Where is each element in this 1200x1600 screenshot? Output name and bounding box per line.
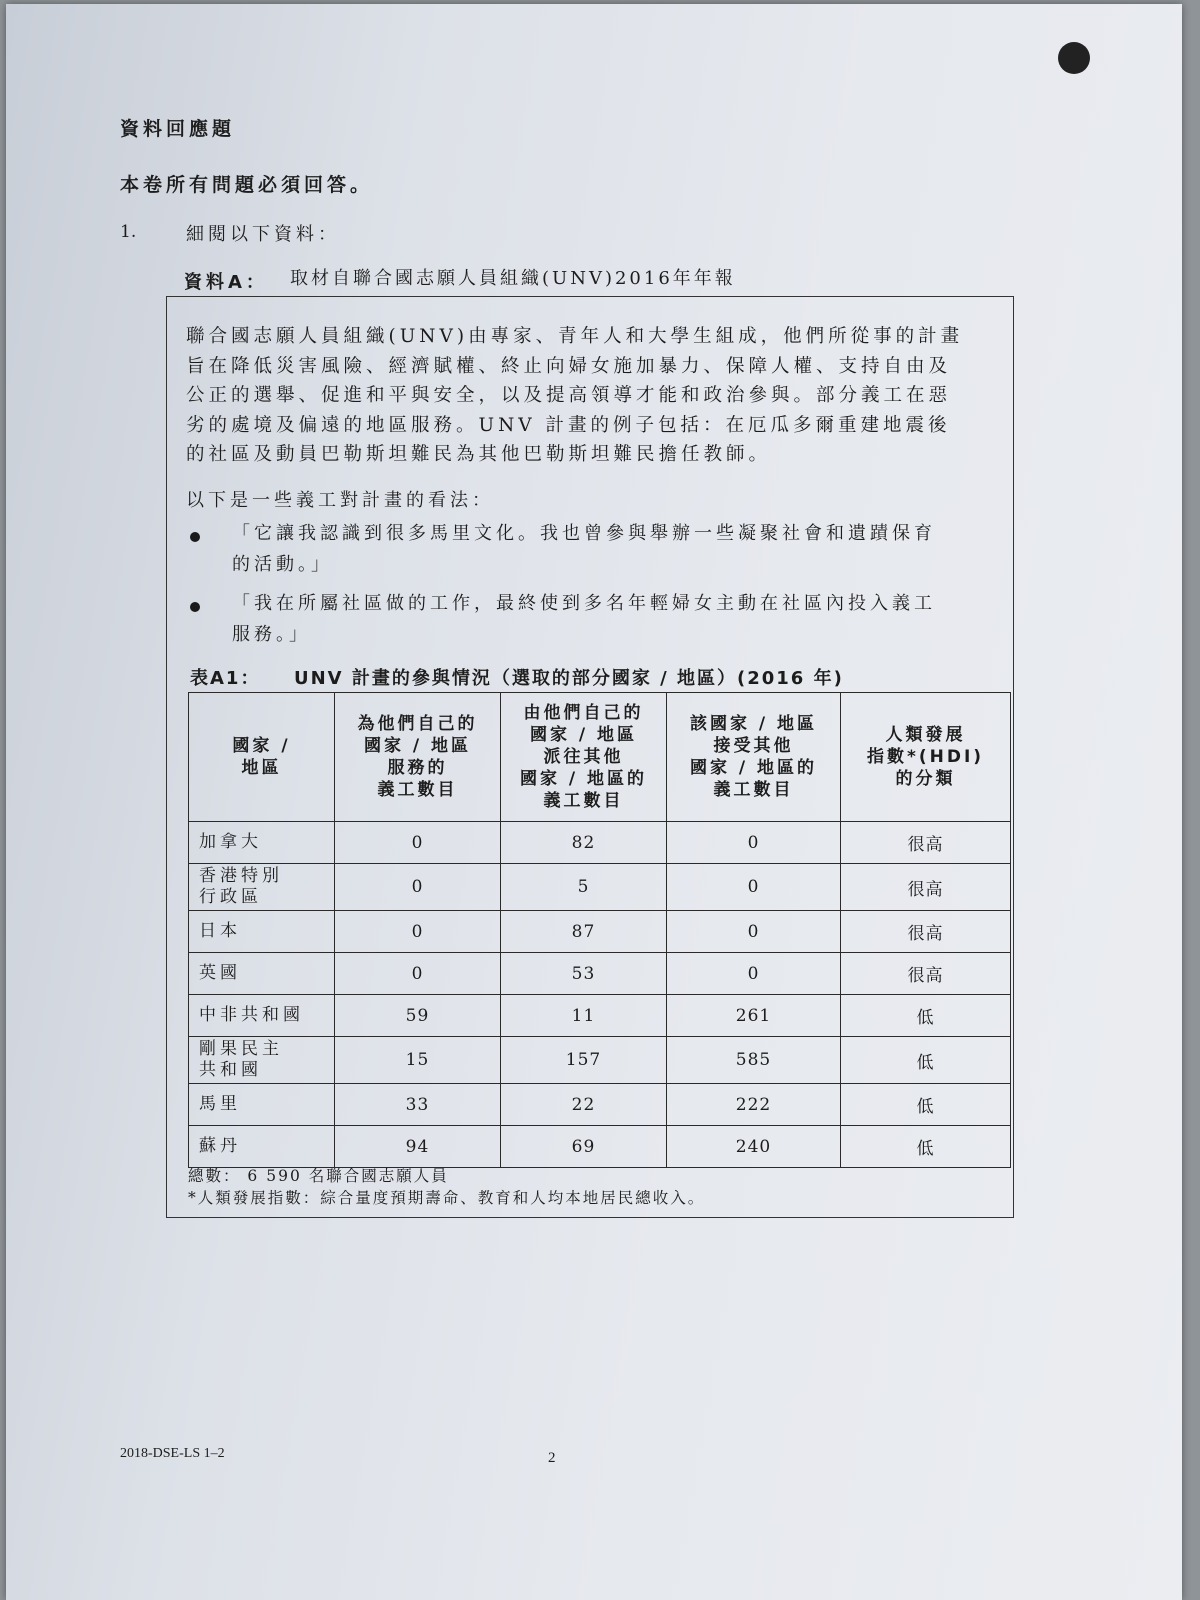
question-number: 1. xyxy=(120,222,137,242)
quote-line: 「我在所屬社區做的工作，最終使到多名年輕婦女主動在社區內投入義工 xyxy=(232,593,936,614)
cell-received: 222 xyxy=(667,1084,841,1126)
table-note-hdi: *人類發展指數：綜合量度預期壽命、教育和人均本地居民總收入。 xyxy=(188,1189,706,1207)
cell-hdi: 低 xyxy=(841,1126,1011,1168)
cell-country: 蘇丹 xyxy=(189,1126,335,1168)
cell-received: 0 xyxy=(667,911,841,953)
cell-hdi: 很高 xyxy=(841,953,1011,995)
table-caption xyxy=(190,664,844,690)
cell-received: 585 xyxy=(667,1037,841,1084)
cell-received: 0 xyxy=(667,864,841,911)
cell-sent: 87 xyxy=(501,911,667,953)
table-row xyxy=(189,864,1011,911)
cell-hdi: 很高 xyxy=(841,864,1011,911)
cell-country: 日本 xyxy=(189,911,335,953)
paper-code: 2018-DSE-LS 1–2 xyxy=(120,1446,225,1461)
table-row xyxy=(189,822,1011,864)
cell-sent: 53 xyxy=(501,953,667,995)
section-title: 資料回應題 xyxy=(120,118,236,140)
cell-received: 0 xyxy=(667,953,841,995)
exam-page xyxy=(6,4,1182,1600)
page-number: 2 xyxy=(548,1450,556,1466)
passage-line: 劣的處境及偏遠的地區服務。UNV 計畫的例子包括：在厄瓜多爾重建地震後 xyxy=(186,414,951,436)
table-row xyxy=(189,995,1011,1037)
table-caption-text: UNV 計畫的參與情況（選取的部分國家 / 地區）(2016 年) xyxy=(294,668,844,689)
cell-received: 240 xyxy=(667,1126,841,1168)
views-intro: 以下是一些義工對計畫的看法： xyxy=(186,490,494,511)
header-country: 國家 / 地區 xyxy=(189,693,335,822)
cell-hdi: 很高 xyxy=(841,911,1011,953)
cell-sent: 69 xyxy=(501,1126,667,1168)
passage-line: 旨在降低災害風險、經濟賦權、終止向婦女施加暴力、保障人權、支持自由及 xyxy=(186,355,952,377)
cell-country: 中非共和國 xyxy=(189,995,335,1037)
cell-country: 香港特別 行政區 xyxy=(189,864,335,911)
passage-line: 的社區及動員巴勒斯坦難民為其他巴勒斯坦難民擔任教師。 xyxy=(186,444,772,465)
cell-sent: 5 xyxy=(501,864,667,911)
cell-own: 59 xyxy=(335,995,501,1037)
table-row xyxy=(189,953,1011,995)
quote-line: 服務。」 xyxy=(232,624,311,645)
table-row xyxy=(189,1037,1011,1084)
cell-hdi: 低 xyxy=(841,995,1011,1037)
header-received-volunteers: 該國家 / 地區 接受其他 國家 / 地區的 義工數目 xyxy=(667,693,841,822)
table-row xyxy=(189,1084,1011,1126)
cell-hdi: 低 xyxy=(841,1084,1011,1126)
cell-sent: 11 xyxy=(501,995,667,1037)
cell-own: 0 xyxy=(335,911,501,953)
punch-hole xyxy=(1058,42,1090,74)
table-caption-label: 表A1： xyxy=(190,668,261,689)
cell-own: 0 xyxy=(335,953,501,995)
table-row xyxy=(189,911,1011,953)
quote-line: 「它讓我認識到很多馬里文化。我也曾參與舉辦一些凝聚社會和遺蹟保育 xyxy=(232,523,936,544)
cell-sent: 22 xyxy=(501,1084,667,1126)
cell-own: 15 xyxy=(335,1037,501,1084)
header-own-volunteers: 為他們自己的 國家 / 地區 服務的 義工數目 xyxy=(335,693,501,822)
cell-received: 0 xyxy=(667,822,841,864)
cell-sent: 157 xyxy=(501,1037,667,1084)
cell-hdi: 很高 xyxy=(841,822,1011,864)
cell-own: 0 xyxy=(335,822,501,864)
table-header-row xyxy=(189,693,1011,822)
header-sent-volunteers: 由他們自己的 國家 / 地區 派往其他 國家 / 地區的 義工數目 xyxy=(501,693,667,822)
table-row xyxy=(189,1126,1011,1168)
cell-sent: 82 xyxy=(501,822,667,864)
bullet-icon xyxy=(190,602,200,612)
instruction: 本卷所有問題必須回答。 xyxy=(120,174,374,196)
volunteer-quote xyxy=(232,588,986,650)
bullet-icon xyxy=(190,532,200,542)
cell-hdi: 低 xyxy=(841,1037,1011,1084)
passage-line: 公正的選舉、促進和平與安全，以及提高領導才能和政治參與。部分義工在惡 xyxy=(186,385,952,406)
table-note-total: 總數： 6 590 名聯合國志願人員 xyxy=(188,1167,449,1185)
volunteer-table xyxy=(188,692,1011,1168)
cell-country: 加拿大 xyxy=(189,822,335,864)
source-label: 資料A： xyxy=(184,272,268,293)
passage xyxy=(186,322,986,470)
source-title: 取材自聯合國志願人員組織(UNV)2016年年報 xyxy=(290,268,736,289)
cell-country: 馬里 xyxy=(189,1084,335,1126)
quote-line: 的活動。」 xyxy=(232,554,333,575)
cell-own: 33 xyxy=(335,1084,501,1126)
cell-own: 94 xyxy=(335,1126,501,1168)
header-hdi: 人類發展 指數*(HDI) 的分類 xyxy=(841,693,1011,822)
cell-country: 剛果民主 共和國 xyxy=(189,1037,335,1084)
cell-received: 261 xyxy=(667,995,841,1037)
volunteer-quote xyxy=(232,518,986,580)
passage-line: 聯合國志願人員組織(UNV)由專家、青年人和大學生組成，他們所從事的計畫 xyxy=(186,326,964,347)
cell-own: 0 xyxy=(335,864,501,911)
cell-country: 英國 xyxy=(189,953,335,995)
question-text: 細閱以下資料： xyxy=(186,224,340,245)
